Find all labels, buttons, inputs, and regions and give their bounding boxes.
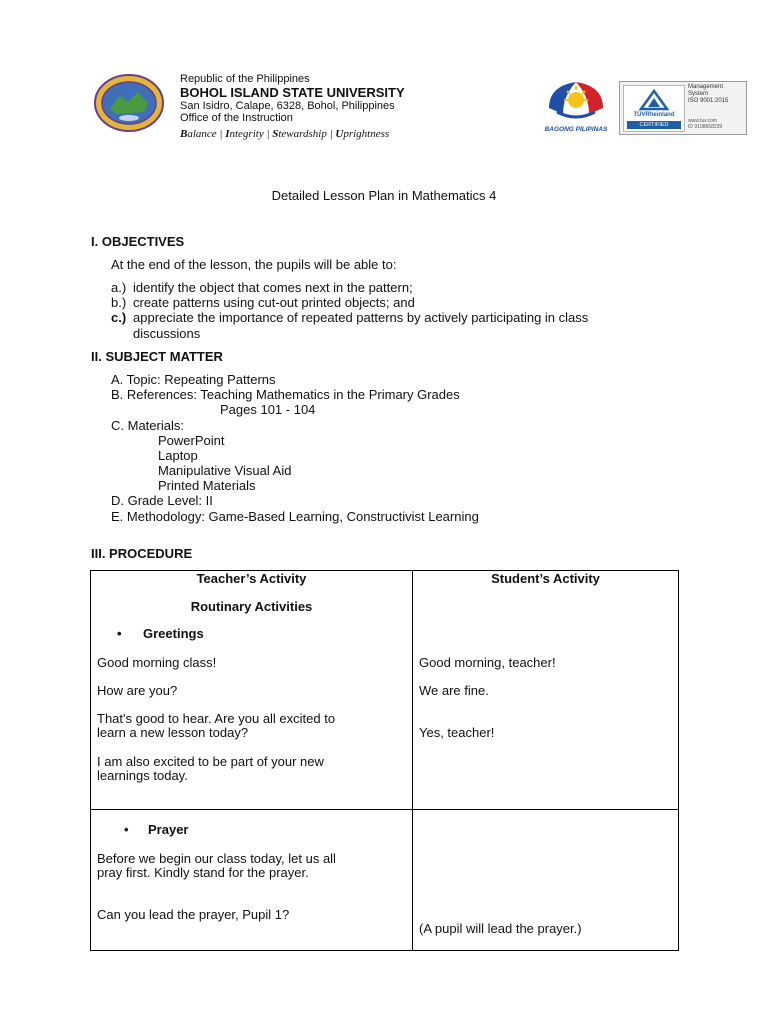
teacher-line: learn a new lesson today? — [97, 725, 249, 740]
teacher-cell-routine — [91, 571, 413, 810]
table-row — [91, 810, 679, 951]
country-line: Republic of the Philippines — [180, 73, 310, 85]
student-line: (A pupil will lead the prayer.) — [419, 921, 582, 936]
teacher-line: Before we begin our class today, let us all — [97, 851, 336, 866]
prayer-item: • Prayer — [124, 822, 189, 837]
student-column-header: Student’s Activity — [491, 571, 600, 586]
objective-a: a.) identify the object that comes next in the pattern; — [111, 280, 413, 295]
teacher-line: pray first. Kindly stand for the prayer. — [97, 865, 309, 880]
teacher-line: Good morning class! — [97, 655, 217, 670]
address-line: San Isidro, Calape, 6328, Bohol, Philippines — [180, 100, 395, 112]
material-item: Printed Materials — [158, 478, 256, 493]
references-line: B. References: Teaching Mathematics in the Primary Grades — [111, 387, 460, 402]
routinary-heading: Routinary Activities — [190, 599, 313, 614]
student-cell-routine — [413, 571, 679, 810]
objective-b: b.) create patterns using cut-out printed objects; and — [111, 295, 415, 310]
grade-level-line: D. Grade Level: II — [111, 493, 213, 508]
material-item: PowerPoint — [158, 433, 225, 448]
topic-line: A. Topic: Repeating Patterns — [111, 372, 276, 387]
teacher-line: learnings today. — [97, 768, 188, 783]
teacher-line: That's good to hear. Are you all excited to — [97, 711, 336, 726]
tuv-triangle-icon — [639, 89, 669, 111]
teacher-line: I am also excited to be part of your new — [97, 754, 324, 769]
teacher-cell-prayer — [91, 810, 413, 951]
bullet-icon: • — [117, 626, 122, 641]
objectives-intro: At the end of the lesson, the pupils will be able to: — [111, 257, 397, 272]
subject-matter-heading: II. SUBJECT MATTER — [91, 349, 223, 364]
bagong-pilipinas-logo — [543, 78, 609, 128]
objective-c: c.) appreciate the importance of repeated patterns by actively participating in class — [111, 310, 589, 325]
teacher-column-header: Teacher’s Activity — [196, 571, 307, 586]
greetings-item: • Greetings — [117, 626, 204, 641]
teacher-line: How are you? — [97, 683, 178, 698]
office-line: Office of the Instruction — [180, 112, 293, 124]
motto: Balance | Integrity | Stewardship | Uprightness — [180, 128, 390, 140]
methodology-line: E. Methodology: Game-Based Learning, Constructivist Learning — [111, 509, 479, 524]
procedure-table — [90, 570, 679, 951]
student-line: Good morning, teacher! — [419, 655, 556, 670]
objectives-heading: I. OBJECTIVES — [91, 234, 185, 249]
cert-id: www.tuv.com ID 9108658239 — [688, 118, 723, 130]
student-line: Yes, teacher! — [419, 725, 495, 740]
procedure-heading: III. PROCEDURE — [91, 546, 193, 561]
table-row — [91, 571, 679, 810]
tuv-mark: TÜVRheinland CERTIFIED — [623, 85, 685, 132]
document-title: Detailed Lesson Plan in Mathematics 4 — [271, 188, 497, 203]
material-item: Manipulative Visual Aid — [158, 463, 292, 478]
teacher-line: Can you lead the prayer, Pupil 1? — [97, 907, 290, 922]
certification-badge — [619, 81, 747, 135]
bagong-pilipinas-label: BAGONG PILIPINAS — [544, 126, 608, 133]
university-seal — [94, 74, 164, 132]
material-item: Laptop — [158, 448, 198, 463]
pages-line: Pages 101 - 104 — [220, 402, 316, 417]
bullet-icon: • — [124, 822, 129, 837]
student-cell-prayer — [413, 810, 679, 951]
materials-label: C. Materials: — [111, 418, 184, 433]
cert-details: Management System ISO 9001:2015 — [688, 84, 729, 104]
university-name: BOHOL ISLAND STATE UNIVERSITY — [180, 85, 405, 100]
objective-c-continuation: discussions — [133, 326, 201, 341]
student-line: We are fine. — [419, 683, 489, 698]
